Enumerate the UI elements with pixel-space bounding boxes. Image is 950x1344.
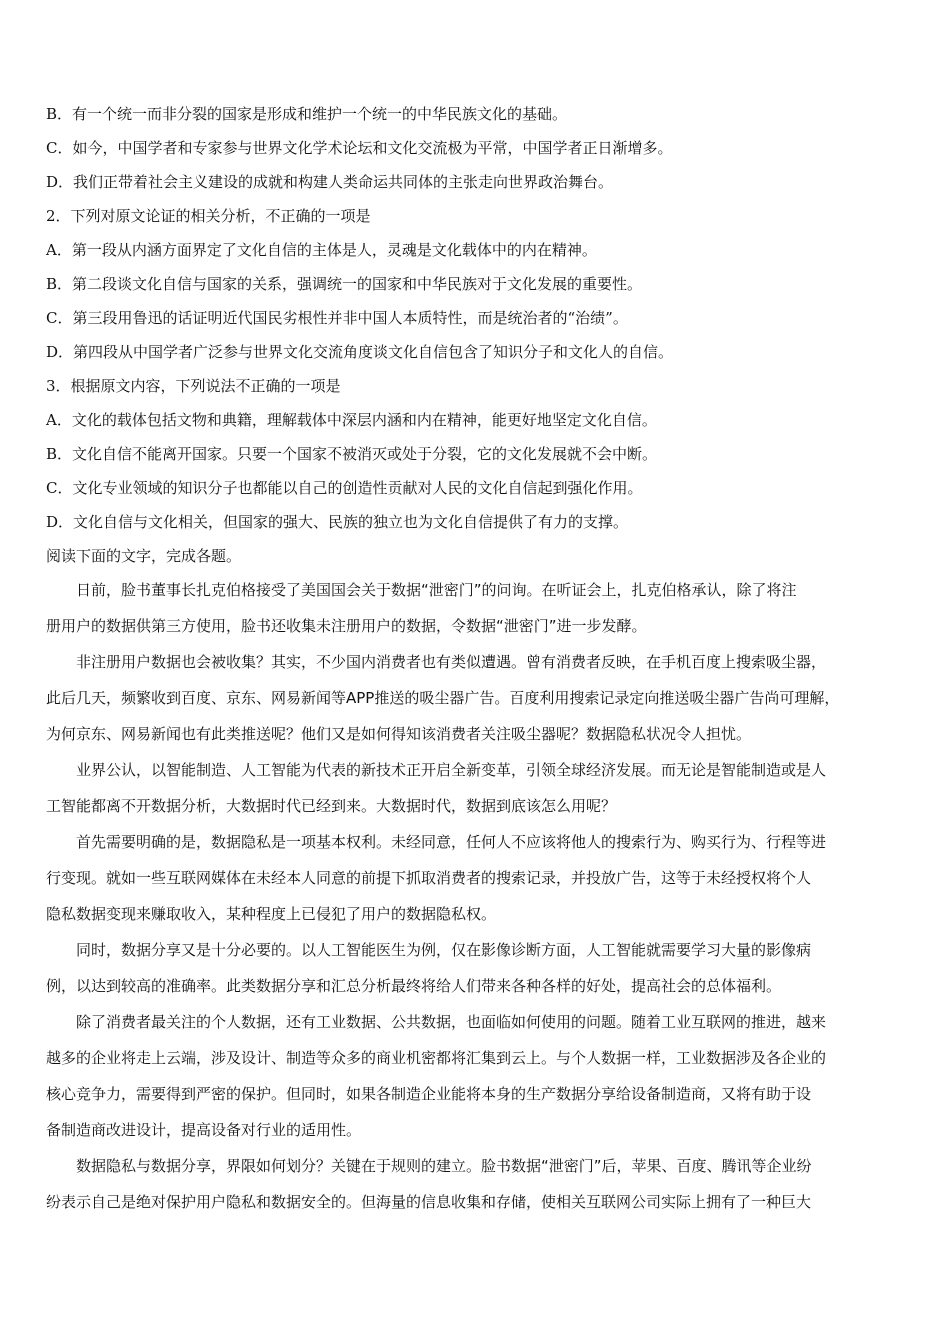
option-d-line: D．我们正带着社会主义建设的成就和构建人类命运共同体的主张走向世界政治舞台。: [46, 173, 614, 191]
passage-line: 例，以达到较高的准确率。此类数据分享和汇总分析最终将给人们带来各种各样的好处，提高社会的总体福利。: [46, 977, 782, 995]
passage-line: 同时，数据分享又是十分必要的。以人工智能医生为例，仅在影像诊断方面，人工智能就需要学习大量的影像病: [46, 941, 812, 959]
passage-line: 业界公认，以智能制造、人工智能为代表的新技术正开启全新变革，引领全球经济发展。而无论是智能制造或是人: [46, 761, 827, 779]
passage-line: 越多的企业将走上云端，涉及设计、制造等众多的商业机密都将汇集到云上。与个人数据一样，工业数据涉及各企业的: [46, 1049, 827, 1067]
passage-line: 为何京东、网易新闻也有此类推送呢？他们又是如何得知该消费者关注吸尘器呢？数据隐私状况令人担忧。: [46, 725, 752, 743]
passage-line: 此后几天，频繁收到百度、京东、网易新闻等APP推送的吸尘器广告。百度利用搜索记录定向推送吸尘器广告尚可理解，: [46, 689, 840, 707]
passage-line: 日前，脸书董事长扎克伯格接受了美国国会关于数据“泄密门”的问询。在听证会上，扎克伯格承认，除了将注: [46, 581, 797, 599]
question-3-option-b: B．文化自信不能离开国家。只要一个国家不被消灭或处于分裂，它的文化发展就不会中断。: [46, 445, 658, 463]
passage-line: 备制造商改进设计，提高设备对行业的适用性。: [46, 1121, 362, 1139]
question-2-option-d: D．第四段从中国学者广泛参与世界文化交流角度谈文化自信包含了知识分子和文化人的自信。: [46, 343, 674, 361]
passage-line: 首先需要明确的是，数据隐私是一项基本权利。未经同意，任何人不应该将他人的搜索行为、购买行为、行程等进: [46, 833, 827, 851]
passage-line: 纷表示自己是绝对保护用户隐私和数据安全的。但海量的信息收集和存储，使相关互联网公司实际上拥有了一种巨大: [46, 1193, 812, 1211]
question-2-option-a: A．第一段从内涵方面界定了文化自信的主体是人，灵魂是文化载体中的内在精神。: [46, 241, 597, 259]
question-2-stem: 2．下列对原文论证的相关分析，不正确的一项是: [46, 207, 371, 225]
option-b-line: B．有一个统一而非分裂的国家是形成和维护一个统一的中华民族文化的基础。: [46, 105, 568, 123]
question-2-option-c: C．第三段用鲁迅的话证明近代国民劣根性并非中国人本质特性，而是统治者的“治绩”。: [46, 309, 628, 327]
passage-line: 册用户的数据供第三方使用，脸书还收集未注册用户的数据，令数据“泄密门”进一步发酵。: [46, 617, 647, 635]
reading-instruction: 阅读下面的文字，完成各题。: [46, 547, 242, 565]
option-c-line: C．如今，中国学者和专家参与世界文化学术论坛和文化交流极为平常，中国学者正日渐增多。: [46, 139, 673, 157]
question-2-option-b: B．第二段谈文化自信与国家的关系，强调统一的国家和中华民族对于文化发展的重要性。: [46, 275, 643, 293]
passage-line: 隐私数据变现来赚取收入，某种程度上已侵犯了用户的数据隐私权。: [46, 905, 497, 923]
passage-line: 除了消费者最关注的个人数据，还有工业数据、公共数据，也面临如何使用的问题。随着工业互联网的推进，越来: [46, 1013, 827, 1031]
passage-line: 非注册用户数据也会被收集？其实，不少国内消费者也有类似遭遇。曾有消费者反映，在手机百度上搜索吸尘器，: [46, 653, 827, 671]
question-3-stem: 3．根据原文内容，下列说法不正确的一项是: [46, 377, 341, 395]
question-3-option-d: D．文化自信与文化相关，但国家的强大、民族的独立也为文化自信提供了有力的支撑。: [46, 513, 629, 531]
passage-line: 工智能都离不开数据分析，大数据时代已经到来。大数据时代，数据到底该怎么用呢？: [46, 797, 617, 815]
passage-line: 行变现。就如一些互联网媒体在未经本人同意的前提下抓取消费者的搜索记录，并投放广告，这等于未经授权将个人: [46, 869, 812, 887]
question-3-option-a: A．文化的载体包括文物和典籍，理解载体中深层内涵和内在精神，能更好地坚定文化自信。: [46, 411, 657, 429]
passage-line: 数据隐私与数据分享，界限如何划分？关键在于规则的建立。脸书数据“泄密门”后，苹果、百度、腾讯等企业纷: [46, 1157, 812, 1175]
passage-line: 核心竞争力，需要得到严密的保护。但同时，如果各制造企业能将本身的生产数据分享给设备制造商，又将有助于设: [46, 1085, 812, 1103]
question-3-option-c: C．文化专业领域的知识分子也都能以自己的创造性贡献对人民的文化自信起到强化作用。: [46, 479, 643, 497]
